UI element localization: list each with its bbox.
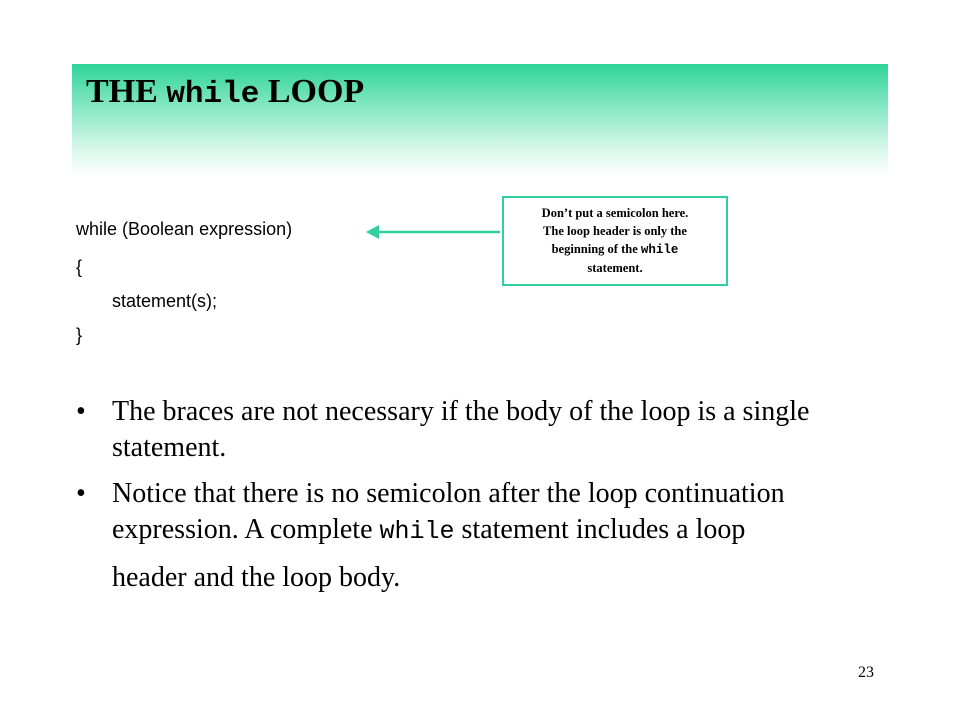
bullet-dot-icon: • <box>76 396 86 427</box>
callout-line-3-text: beginning of the <box>551 242 641 256</box>
title-keyword: while <box>166 77 260 112</box>
code-line-close-brace: } <box>76 325 83 345</box>
bullet-list <box>72 394 892 606</box>
bullet-item <box>72 394 892 466</box>
slide-title <box>86 72 364 115</box>
callout-line-1: Don’t put a semicolon here. <box>541 206 689 220</box>
code-line-open-brace: { <box>76 257 83 277</box>
title-text-post: LOOP <box>259 73 365 110</box>
callout-line-2: The loop header is only the <box>543 224 687 238</box>
bullet-item <box>72 476 892 596</box>
callout-line-3 <box>504 240 726 259</box>
callout-keyword: while <box>640 243 679 257</box>
code-line-body: statement(s); <box>112 291 218 311</box>
callout-arrow-icon <box>366 222 504 242</box>
callout-box <box>502 196 728 286</box>
bullet-2-text-b: statement includes a loop <box>454 514 746 545</box>
code-line-header: while (Boolean expression) <box>76 219 293 239</box>
bullet-1-text: The braces are not necessary if the body of the loop is a single statement. <box>112 396 810 463</box>
callout-line-4: statement. <box>587 261 643 275</box>
bullet-2-tail: header and the loop body. <box>112 562 401 593</box>
title-text-pre: THE <box>86 73 167 110</box>
bullet-dot-icon: • <box>76 478 86 509</box>
page-number: 23 <box>858 664 874 681</box>
bullet-2-text-a: Notice that there is no semicolon after the loop continuation expression. A complete <box>112 478 785 545</box>
bullet-2-keyword: while <box>379 517 455 546</box>
